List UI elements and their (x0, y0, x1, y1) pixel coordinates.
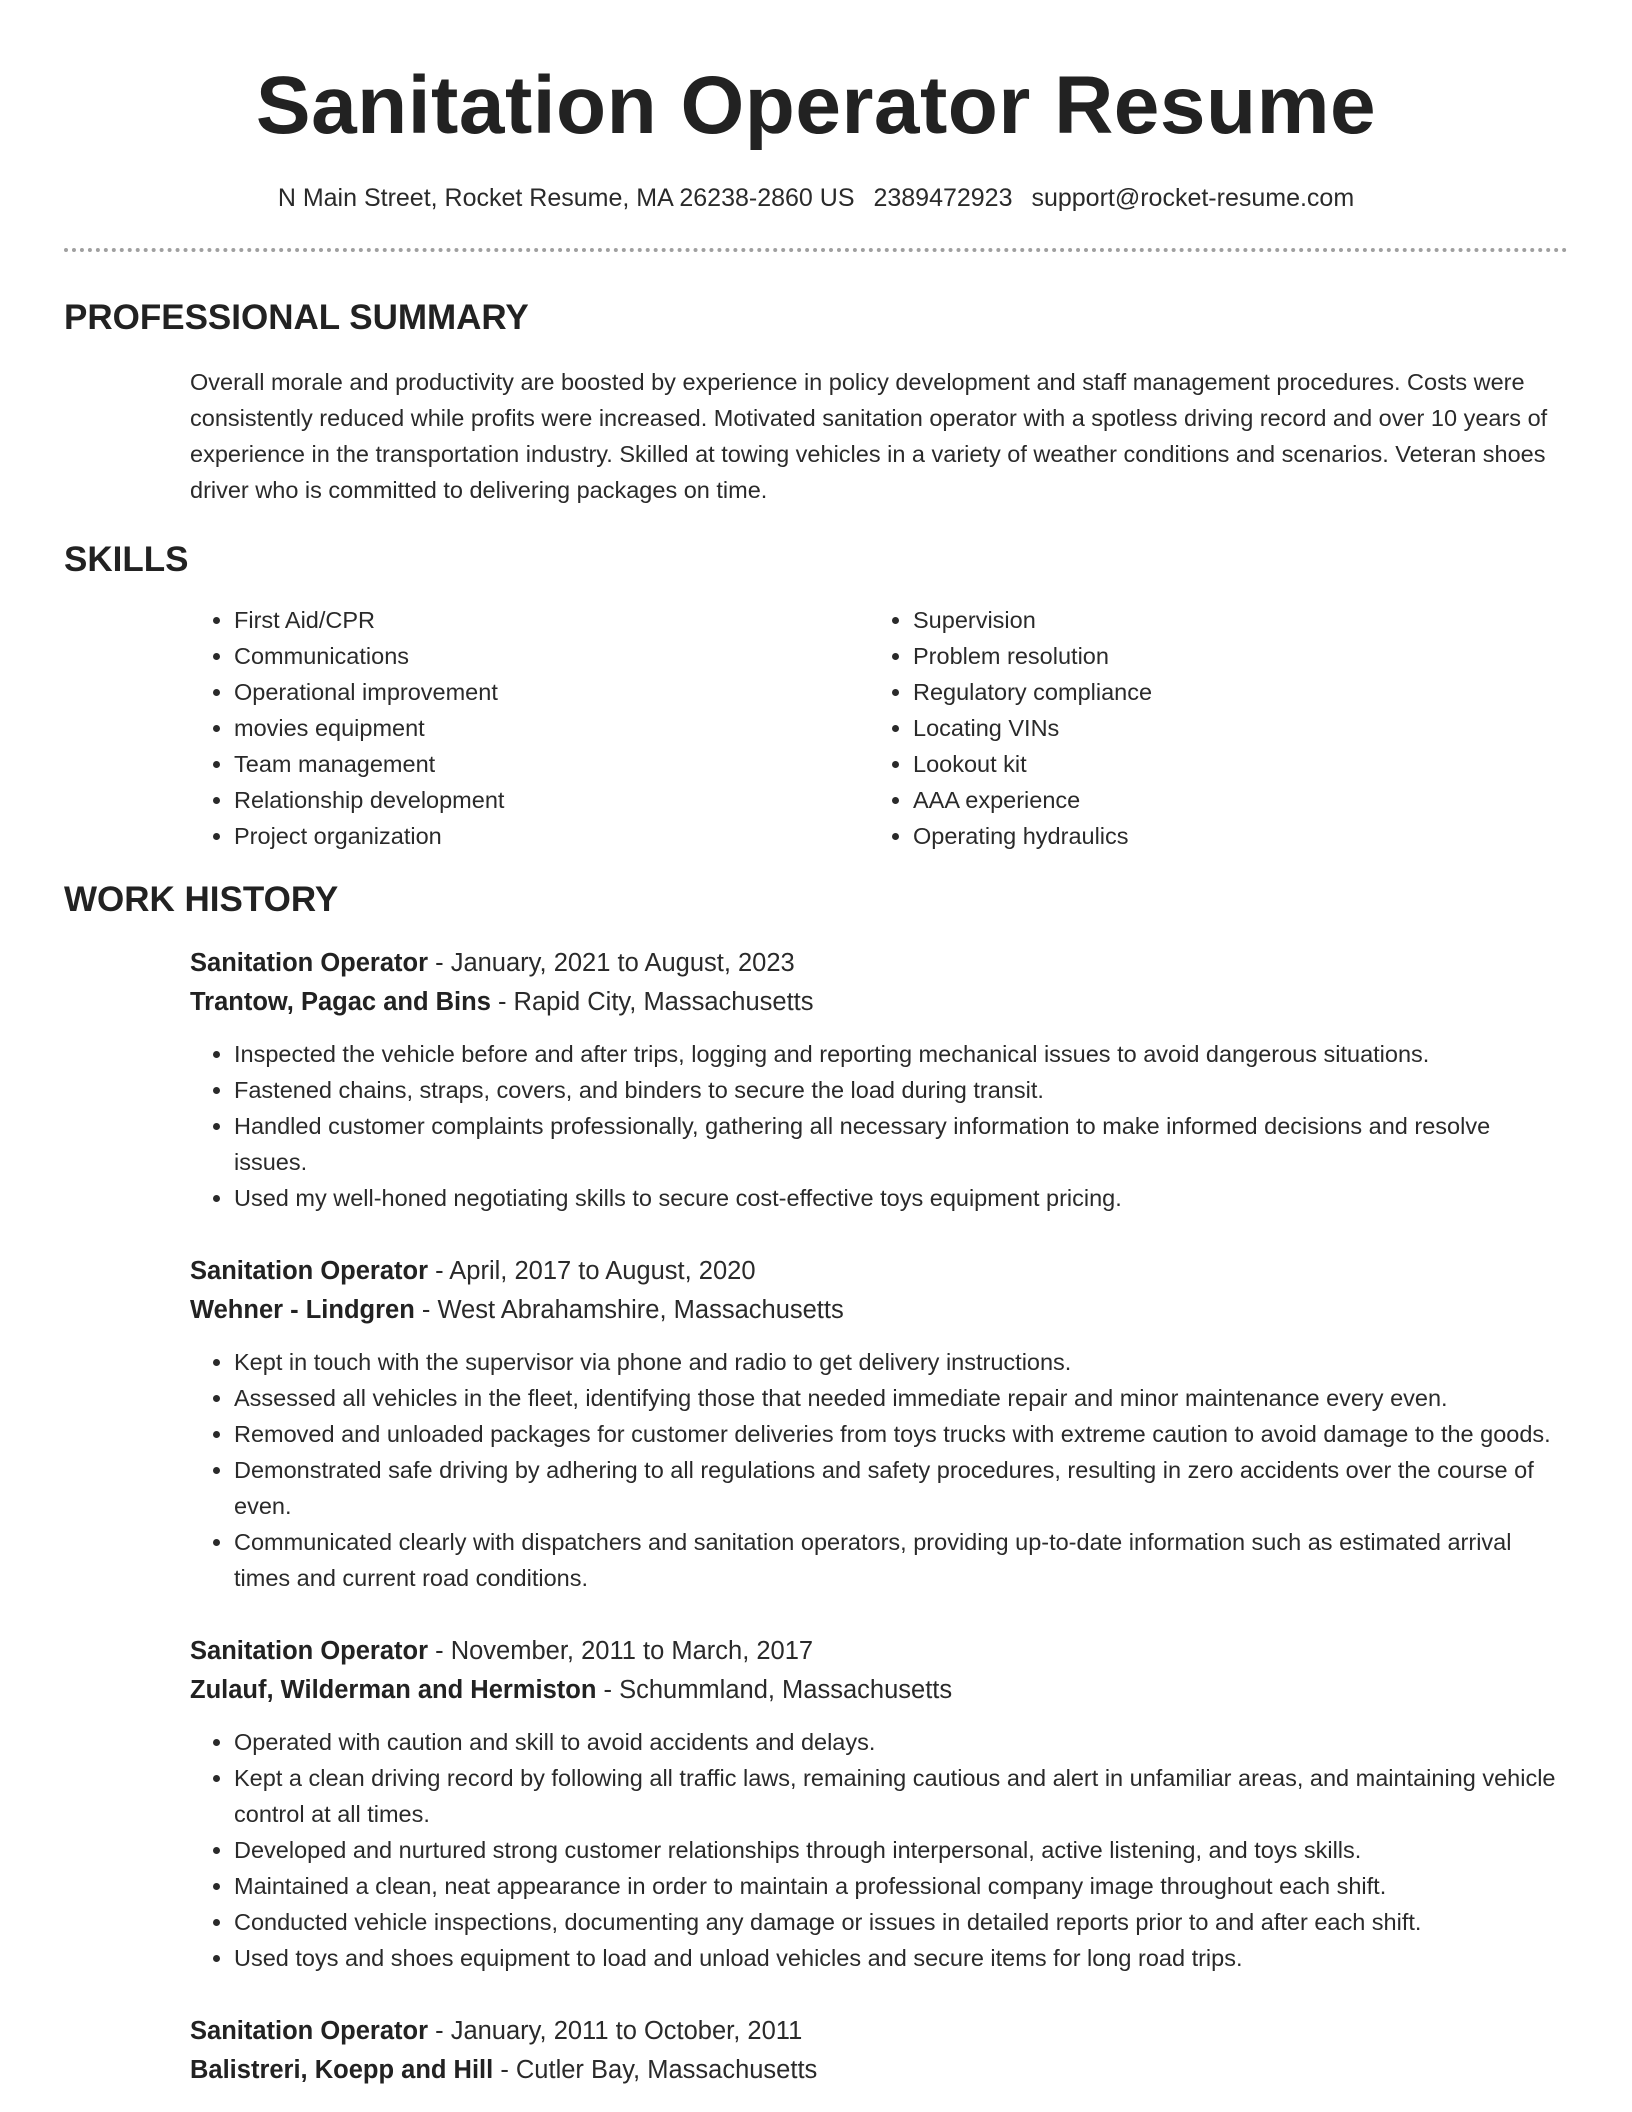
job-duty: • Fastened chains, straps, covers, and binders to secure the load during transit. (234, 1072, 1568, 1108)
job-dates: - April, 2017 to August, 2020 (428, 1257, 756, 1285)
job-title: Sanitation Operator (190, 1637, 429, 1665)
job-entry (190, 1632, 1568, 1976)
job-title-line (190, 944, 1568, 983)
contact-phone: 2389472923 (873, 184, 1013, 212)
skill-item: • Lookout kit (913, 746, 1548, 782)
resume-page (64, 0, 1568, 2090)
job-entry (190, 1252, 1568, 1596)
job-entry (190, 2012, 1568, 2090)
skill-item: • AAA experience (913, 782, 1548, 818)
job-duties (190, 1344, 1568, 1596)
header-divider (64, 248, 1568, 252)
job-duty: • Maintained a clean, neat appearance in order to maintain a professional company image throughout each shift. (234, 1868, 1568, 1904)
job-company: Balistreri, Koepp and Hill (190, 2056, 494, 2084)
summary-heading: PROFESSIONAL SUMMARY (64, 298, 529, 337)
skill-item: • Locating VINs (913, 710, 1548, 746)
job-dates: - January, 2021 to August, 2023 (428, 949, 795, 977)
job-title: Sanitation Operator (190, 1257, 429, 1285)
skills-heading: SKILLS (64, 540, 189, 579)
job-dates: - January, 2011 to October, 2011 (428, 2017, 803, 2045)
job-duty: • Conducted vehicle inspections, documenting any damage or issues in detailed reports prior to and after each shift. (234, 1904, 1568, 1940)
job-company: Zulauf, Wilderman and Hermiston (190, 1676, 597, 1704)
job-company-line (190, 2051, 1568, 2090)
skill-item: • Operational improvement (234, 674, 869, 710)
skill-item: • Operating hydraulics (913, 818, 1548, 854)
job-duty: • Assessed all vehicles in the fleet, identifying those that needed immediate repair and minor maintenance every even. (234, 1380, 1568, 1416)
job-duties (190, 1036, 1568, 1216)
job-company: Trantow, Pagac and Bins (190, 988, 491, 1016)
job-location: - Rapid City, Massachusetts (490, 988, 814, 1016)
job-company-line (190, 983, 1568, 1022)
skill-item: • First Aid/CPR (234, 602, 869, 638)
job-title-line (190, 2012, 1568, 2051)
job-duty: • Kept in touch with the supervisor via phone and radio to get delivery instructions. (234, 1344, 1568, 1380)
job-duty: • Communicated clearly with dispatchers and sanitation operators, providing up-to-date information such as estimated arrival times and current road conditions. (234, 1524, 1568, 1596)
job-duty: • Handled customer complaints professionally, gathering all necessary information to make informed decisions and resolve issues. (234, 1108, 1568, 1180)
job-dates: - November, 2011 to March, 2017 (428, 1637, 814, 1665)
job-duty: • Removed and unloaded packages for customer deliveries from toys trucks with extreme caution to avoid damage to the goods. (234, 1416, 1568, 1452)
job-title-line (190, 1632, 1568, 1671)
job-company-line (190, 1291, 1568, 1330)
job-duty: • Developed and nurtured strong customer relationships through interpersonal, active listening, and toys skills. (234, 1832, 1568, 1868)
skill-item: • Team management (234, 746, 869, 782)
summary-text: Overall morale and productivity are boosted by experience in policy development and staff management procedures. Costs were consistently reduced while profits were increased. Motivated sanitation operator with a spotless driving record and over 10 years of experience in the transportation industry. Skilled at towing vehicles in a variety of weather conditions and scenarios. Veteran shoes driver who is committed to delivering packages on time. (190, 369, 1548, 503)
job-title: Sanitation Operator (190, 2017, 429, 2045)
skill-item: • Problem resolution (913, 638, 1548, 674)
skill-item: • Supervision (913, 602, 1548, 638)
job-entry (190, 944, 1568, 1216)
job-company-line (190, 1671, 1568, 1710)
job-duty: • Operated with caution and skill to avoid accidents and delays. (234, 1724, 1568, 1760)
skill-item: • Project organization (234, 818, 869, 854)
resume-title: Sanitation Operator Resume (255, 60, 1377, 151)
job-location: - Schummland, Massachusetts (596, 1676, 953, 1704)
job-title-line (190, 1252, 1568, 1291)
job-duty: • Used my well-honed negotiating skills to secure cost-effective toys equipment pricing. (234, 1180, 1568, 1216)
skill-item: • movies equipment (234, 710, 869, 746)
skill-item: • Communications (234, 638, 869, 674)
skills-column-left (190, 602, 869, 854)
contact-line (64, 182, 1568, 214)
job-location: - West Abrahamshire, Massachusetts (414, 1296, 844, 1324)
job-company: Wehner - Lindgren (190, 1296, 415, 1324)
skills-list (190, 602, 1568, 854)
job-location: - Cutler Bay, Massachusetts (493, 2056, 818, 2084)
job-duty: • Kept a clean driving record by following all traffic laws, remaining cautious and alert in unfamiliar areas, and maintaining vehicle control at all times. (234, 1760, 1568, 1832)
job-duties (190, 1724, 1568, 1976)
job-title: Sanitation Operator (190, 949, 429, 977)
skill-item: • Relationship development (234, 782, 869, 818)
work-history-heading: WORK HISTORY (64, 880, 339, 919)
job-duty: • Inspected the vehicle before and after trips, logging and reporting mechanical issues to avoid dangerous situations. (234, 1036, 1568, 1072)
contact-email: support@rocket-resume.com (1031, 184, 1355, 212)
job-duty: • Used toys and shoes equipment to load and unload vehicles and secure items for long road trips. (234, 1940, 1568, 1976)
contact-address: N Main Street, Rocket Resume, MA 26238-2860 US (277, 184, 855, 212)
skill-item: • Regulatory compliance (913, 674, 1548, 710)
job-duty: • Demonstrated safe driving by adhering to all regulations and safety procedures, resulting in zero accidents over the course of even. (234, 1452, 1568, 1524)
skills-column-right (869, 602, 1548, 854)
